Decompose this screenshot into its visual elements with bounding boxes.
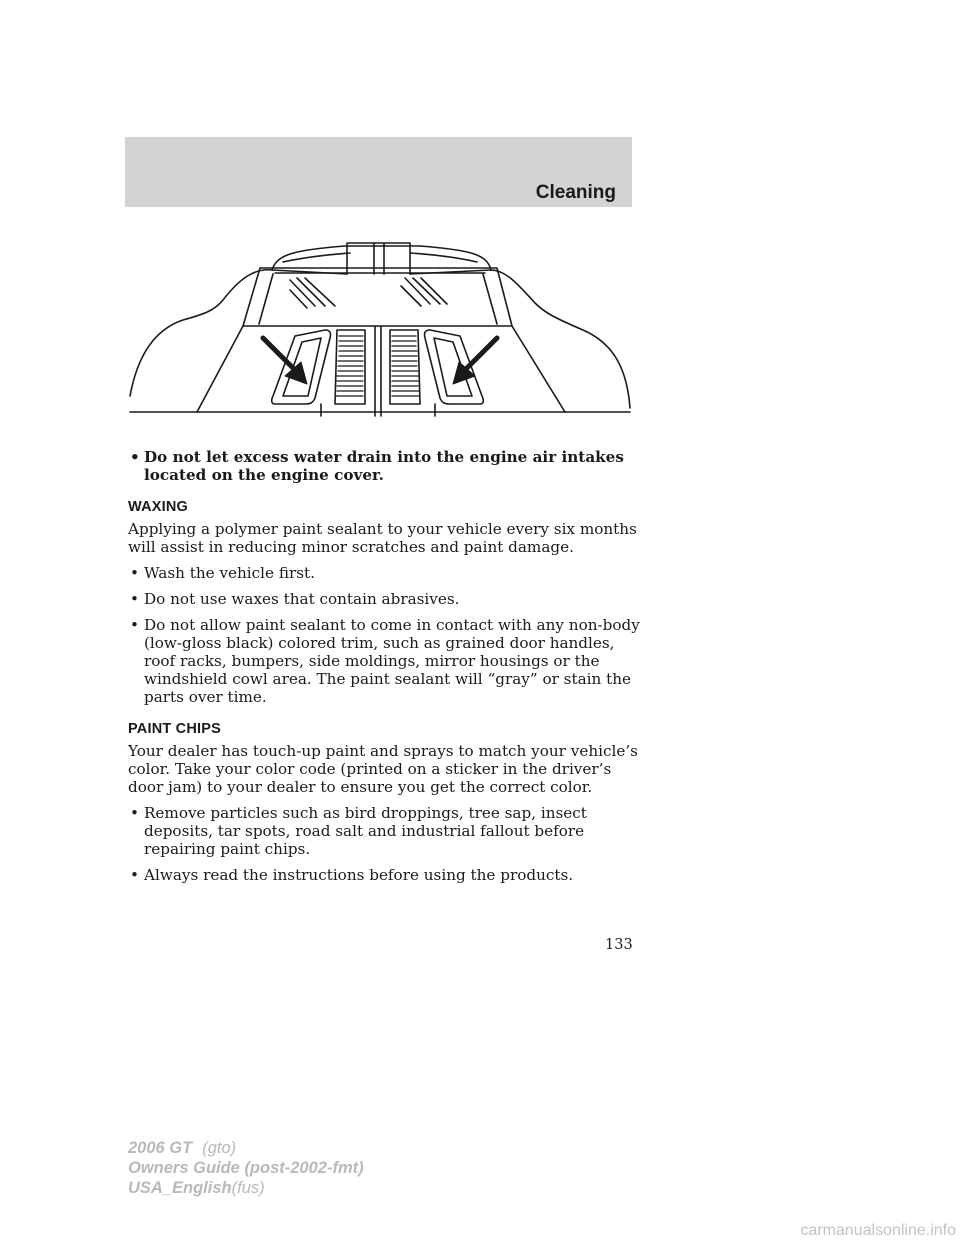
list-item: [128, 564, 648, 582]
bullet-warning: [128, 448, 648, 484]
page-content: [128, 448, 648, 892]
document-footer: [128, 1138, 364, 1198]
section-header-band: [125, 137, 632, 207]
bullet-text: Do not allow paint sealant to come in contact with any non-body (low-gloss black) colored trim, such as grained door handles, roof racks, bumpers, side moldings, mirror housings or the windshield cowl area. The paint sealant will “gray” or stain the parts over time.: [144, 616, 640, 706]
bullet-text: Remove particles such as bird droppings, tree sap, insect deposits, tar spots, road salt and industrial fallout before repairing paint chips.: [144, 804, 587, 858]
bullet-text: Do not let excess water drain into the engine air intakes located on the engine cover.: [144, 448, 624, 484]
watermark: carmanualsonline.info: [800, 1222, 956, 1239]
engine-cover-illustration: [125, 238, 635, 420]
bullet-text: Wash the vehicle first.: [144, 564, 315, 582]
footer-line-language: USA_English(fus): [128, 1179, 265, 1197]
page-number: 133: [605, 937, 633, 953]
bullet-marker: •: [130, 804, 139, 822]
footer-line-guide: Owners Guide (post-2002-fmt): [128, 1159, 364, 1177]
bullet-marker: •: [130, 590, 139, 608]
bullet-marker: •: [130, 448, 140, 466]
bullet-text: Do not use waxes that contain abrasives.: [144, 590, 460, 608]
paragraph-paint-chips: Your dealer has touch-up paint and sprays to match your vehicle’s color. Take your color code (printed on a sticker in the driver’s door jam) to your dealer to ensure you get the correct color.: [128, 742, 638, 796]
footer-line-model: 2006 GT (gto): [128, 1139, 237, 1157]
paragraph-waxing: Applying a polymer paint sealant to your vehicle every six months will assist in reducing minor scratches and paint damage.: [128, 520, 637, 556]
list-item: [128, 590, 648, 608]
heading-paint-chips: PAINT CHIPS: [128, 721, 221, 737]
section-title: Cleaning: [535, 182, 616, 203]
list-item: [128, 616, 648, 706]
bullet-text: Always read the instructions before using the products.: [144, 866, 574, 884]
bullet-marker: •: [130, 616, 139, 634]
bullet-marker: •: [130, 866, 139, 884]
list-item: [128, 866, 648, 884]
heading-waxing: WAXING: [128, 499, 189, 515]
list-item: [128, 804, 648, 858]
bullet-marker: •: [130, 564, 139, 582]
